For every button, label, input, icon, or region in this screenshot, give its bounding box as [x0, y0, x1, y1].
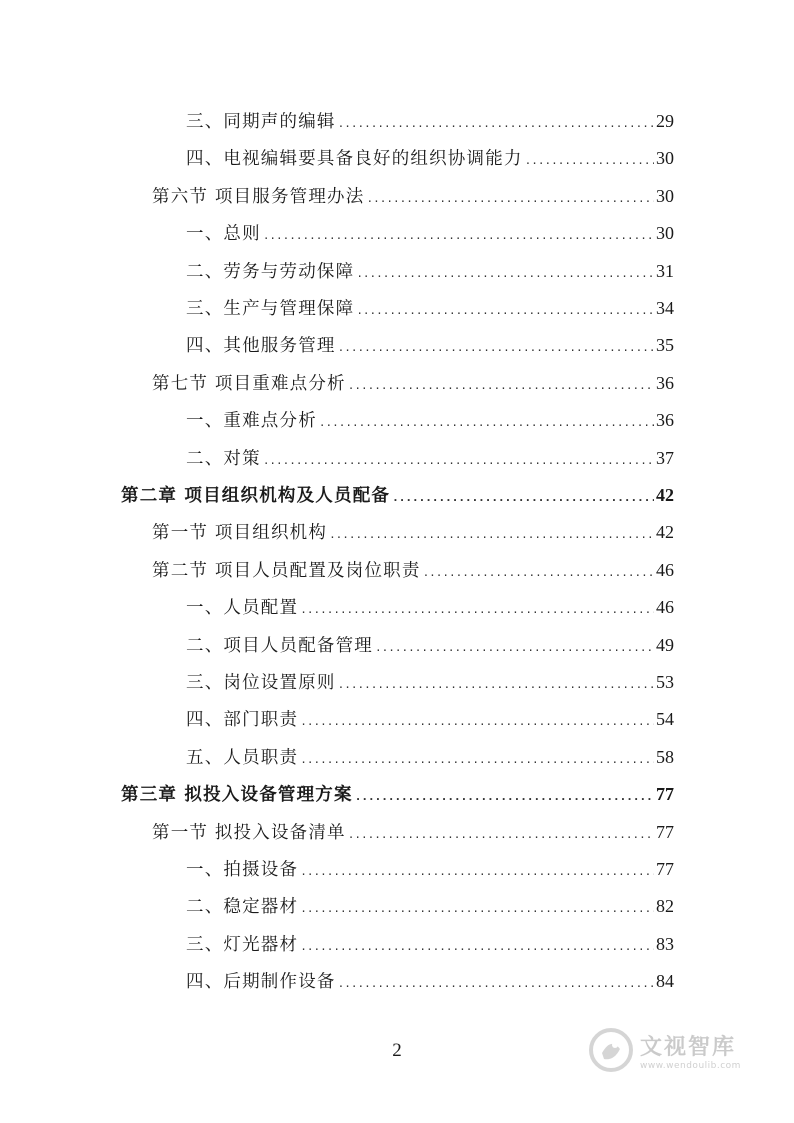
toc-entry[interactable] — [186, 445, 674, 471]
toc-leader-dots — [300, 934, 654, 960]
toc-entry[interactable] — [186, 744, 674, 770]
toc-entry-page: 58 — [656, 746, 674, 767]
toc-entry-title: 一、人员配置 — [186, 598, 299, 619]
toc-entry[interactable] — [152, 819, 674, 845]
toc-entry-page: 49 — [656, 634, 674, 655]
toc-entry[interactable] — [186, 407, 674, 433]
toc-leader-dots — [356, 261, 654, 287]
watermark — [588, 1022, 758, 1078]
toc-leader-dots — [300, 747, 654, 773]
toc-entry-page: 77 — [656, 821, 674, 842]
toc-leader-dots — [366, 186, 654, 212]
toc-entry[interactable] — [186, 145, 674, 171]
toc-entry-page: 46 — [656, 597, 674, 618]
toc-entry-page: 46 — [656, 559, 674, 580]
toc-entry-page: 42 — [656, 522, 674, 543]
toc-entry[interactable] — [186, 931, 674, 957]
watermark-name: 文视智库 — [640, 1034, 737, 1060]
toc-entry[interactable] — [186, 856, 674, 882]
toc-entry-page: 77 — [656, 784, 674, 805]
toc-leader-dots — [392, 485, 654, 511]
toc-entry-page: 54 — [656, 709, 674, 730]
page-number: 2 — [392, 1040, 402, 1061]
toc-entry-title: 四、后期制作设备 — [186, 972, 336, 993]
toc-leader-dots — [338, 672, 654, 698]
toc-entry[interactable] — [186, 295, 674, 321]
toc-entry-title: 一、拍摄设备 — [186, 860, 299, 880]
toc-entry-page: 77 — [656, 859, 674, 879]
toc-entry-title: 五、人员职责 — [186, 747, 299, 768]
toc-leader-dots — [348, 822, 654, 848]
toc-entry[interactable] — [152, 183, 674, 209]
toc-entry-page: 42 — [656, 485, 674, 505]
toc-leader-dots — [300, 859, 654, 885]
toc-entry-page: 36 — [656, 372, 674, 393]
toc-entry-title: 第六节 项目服务管理办法 — [152, 186, 365, 207]
toc-leader-dots — [338, 111, 654, 137]
toc-entry-title: 四、其他服务管理 — [186, 336, 336, 357]
toc-leader-dots — [300, 709, 654, 735]
toc-leader-dots — [348, 373, 654, 399]
toc-entry[interactable] — [186, 706, 674, 732]
toc-entry-title: 第一节 拟投入设备清单 — [152, 822, 346, 843]
toc-entry-title: 第三章 拟投入设备管理方案 — [121, 785, 353, 806]
toc-entry[interactable] — [121, 482, 674, 508]
toc-entry-page: 84 — [656, 971, 674, 992]
toc-leader-dots — [319, 410, 654, 436]
toc-entry-page: 31 — [656, 260, 674, 281]
toc-entry-title: 二、劳务与劳动保障 — [186, 261, 355, 282]
toc-entry-title: 二、项目人员配备管理 — [186, 635, 373, 656]
toc-entry-page: 30 — [656, 185, 674, 206]
toc-entry-page: 53 — [656, 672, 674, 692]
toc-leader-dots — [375, 635, 654, 661]
toc-entry-page: 34 — [656, 298, 674, 318]
toc-entry[interactable] — [186, 332, 674, 358]
toc-entry[interactable] — [186, 220, 674, 246]
toc-entry[interactable] — [121, 781, 674, 807]
toc-entry[interactable] — [186, 632, 674, 658]
toc-entry-title: 四、电视编辑要具备良好的组织协调能力 — [186, 149, 523, 170]
toc-leader-dots — [263, 223, 654, 249]
toc-leader-dots — [338, 335, 654, 361]
toc-leader-dots — [356, 298, 654, 324]
toc-entry-title: 一、重难点分析 — [186, 411, 317, 432]
toc-entry[interactable] — [186, 669, 674, 695]
watermark-url: www.wendoulib.com — [640, 1060, 741, 1071]
toc-leader-dots — [329, 522, 654, 548]
toc-leader-dots — [355, 784, 654, 810]
wenku-logo-icon — [588, 1027, 634, 1073]
toc-entry-title: 二、稳定器材 — [186, 897, 299, 918]
toc-entry[interactable] — [186, 893, 674, 919]
toc-entry[interactable] — [186, 258, 674, 284]
toc-entry-title: 三、生产与管理保障 — [186, 299, 355, 319]
toc-entry-title: 三、同期声的编辑 — [186, 112, 336, 132]
toc-entry-page: 29 — [656, 111, 674, 131]
toc-entry-page: 30 — [656, 148, 674, 169]
toc-entry-page: 82 — [656, 896, 674, 917]
toc-entry-title: 二、对策 — [186, 448, 261, 469]
toc-leader-dots — [263, 448, 654, 474]
toc-entry-title: 第一节 项目组织机构 — [152, 523, 328, 544]
toc-leader-dots — [423, 560, 654, 586]
toc-leader-dots — [338, 971, 654, 997]
toc-entry-page: 30 — [656, 223, 674, 244]
toc-leader-dots — [300, 597, 654, 623]
toc-entry-page: 83 — [656, 933, 674, 954]
toc-entry[interactable] — [152, 557, 674, 583]
toc-leader-dots — [525, 148, 654, 174]
toc-entry[interactable] — [186, 594, 674, 620]
toc-entry-page: 35 — [656, 335, 674, 356]
toc-entry[interactable] — [152, 519, 674, 545]
toc-entry-title: 四、部门职责 — [186, 710, 299, 731]
toc-entry-page: 37 — [656, 447, 674, 468]
toc-entry-title: 三、灯光器材 — [186, 934, 299, 955]
toc-entry[interactable] — [152, 370, 674, 396]
toc-entry-title: 第七节 项目重难点分析 — [152, 373, 346, 394]
toc-entry-page: 36 — [656, 410, 674, 431]
toc-entry-title: 三、岗位设置原则 — [186, 673, 336, 693]
toc-entry-title: 一、总则 — [186, 224, 261, 245]
toc-entry[interactable] — [186, 968, 674, 994]
toc-entry-title: 第二章 项目组织机构及人员配备 — [121, 486, 391, 506]
toc-leader-dots — [300, 896, 654, 922]
toc-entry[interactable] — [186, 108, 674, 134]
toc-entry-title: 第二节 项目人员配置及岗位职责 — [152, 560, 421, 581]
